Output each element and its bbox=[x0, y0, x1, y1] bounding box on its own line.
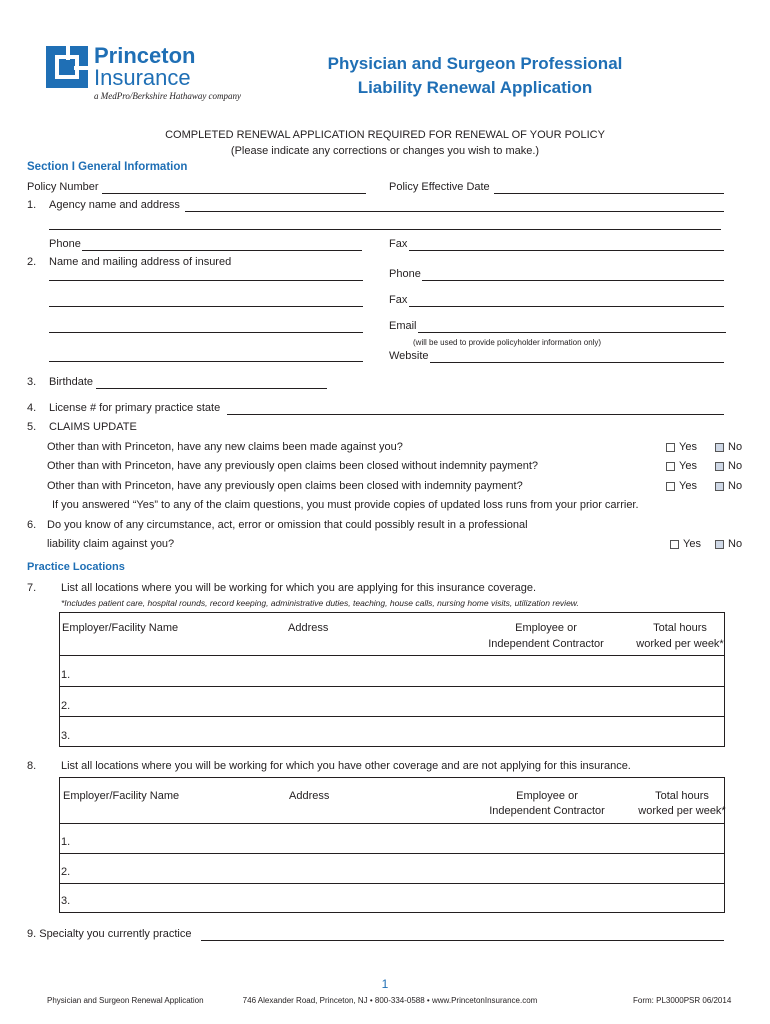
princeton-logo bbox=[46, 43, 246, 106]
q7-note: *Includes patient care, hospital rounds, record keeping, administrative duties, teaching, house calls, nursing home visits, utilization review. bbox=[61, 598, 579, 608]
table7-row-3[interactable] bbox=[60, 717, 724, 746]
col-hours-line1: Total hours bbox=[653, 622, 707, 634]
circumstance-no-label: No bbox=[728, 538, 743, 550]
policy-number-label: Policy Number bbox=[27, 181, 99, 193]
row-number: 1. bbox=[61, 669, 71, 681]
q2-number: 2. bbox=[27, 256, 37, 268]
footer-left: Physician and Surgeon Renewal Application bbox=[47, 996, 204, 1005]
logo-tagline: a MedPro/Berkshire Hathaway company bbox=[94, 91, 242, 101]
table7-row-2[interactable] bbox=[60, 687, 724, 717]
license-field[interactable] bbox=[227, 414, 724, 415]
insured-website-label: Website bbox=[389, 350, 429, 362]
page-title bbox=[275, 52, 675, 100]
locations-table-8 bbox=[59, 777, 725, 913]
license-label: License # for primary practice state bbox=[49, 402, 221, 414]
q7-number: 7. bbox=[27, 582, 37, 594]
policy-effective-date-field[interactable] bbox=[494, 193, 724, 194]
locations-table-7 bbox=[59, 612, 725, 747]
insured-email-label: Email bbox=[389, 320, 417, 332]
q8-label: List all locations where you will be working for which you have other coverage and are not applying for this insurance. bbox=[61, 760, 631, 772]
table7-header bbox=[60, 613, 724, 656]
claim-1-no-checkbox[interactable] bbox=[715, 443, 724, 452]
claim-2-yes-label: Yes bbox=[679, 460, 697, 472]
col-employee-line2: Independent Contractor bbox=[489, 805, 605, 817]
claims-update-label: CLAIMS UPDATE bbox=[49, 421, 137, 433]
logo-mark-icon bbox=[46, 46, 88, 88]
col-employer: Employer/Facility Name bbox=[63, 790, 180, 802]
circumstance-no-checkbox[interactable] bbox=[715, 540, 724, 549]
claim-question-3: Other than with Princeton, have any previously open claims been closed with indemnity payment? bbox=[47, 480, 523, 492]
claim-3-yes-checkbox[interactable] bbox=[666, 482, 675, 491]
email-note: (will be used to provide policyholder information only) bbox=[413, 338, 602, 347]
col-employee-line2: Independent Contractor bbox=[488, 638, 604, 650]
claim-question-1: Other than with Princeton, have any new claims been made against you? bbox=[47, 441, 403, 453]
row-number: 1. bbox=[61, 836, 71, 848]
claim-1-yes-label: Yes bbox=[679, 441, 697, 453]
agency-name-label: Agency name and address bbox=[49, 199, 180, 211]
logo-name-line2: Insurance bbox=[94, 65, 191, 90]
col-address: Address bbox=[289, 790, 330, 802]
circumstance-question-line2: liability claim against you? bbox=[47, 538, 175, 550]
col-address: Address bbox=[288, 622, 329, 634]
row-number: 2. bbox=[61, 700, 71, 712]
specialty-label: 9. Specialty you currently practice bbox=[27, 928, 192, 940]
claim-1-no-label: No bbox=[728, 441, 743, 453]
agency-phone-field[interactable] bbox=[82, 250, 362, 251]
col-hours-line2: worked per week* bbox=[638, 805, 726, 817]
col-employee-line1: Employee or bbox=[516, 790, 578, 802]
insured-fax-label: Fax bbox=[389, 294, 408, 306]
table8-header bbox=[60, 778, 724, 824]
claim-2-no-checkbox[interactable] bbox=[715, 462, 724, 471]
agency-fax-field[interactable] bbox=[409, 250, 724, 251]
claims-note: If you answered “Yes” to any of the claim questions, you must provide copies of updated loss runs from your prior carrier. bbox=[52, 499, 639, 511]
insured-email-field[interactable] bbox=[418, 332, 726, 333]
claim-question-2: Other than with Princeton, have any previously open claims been closed without indemnity payment? bbox=[47, 460, 538, 472]
q5-number: 5. bbox=[27, 421, 37, 433]
claim-3-yes-label: Yes bbox=[679, 480, 697, 492]
claim-2-yes-checkbox[interactable] bbox=[666, 462, 675, 471]
q6-number: 6. bbox=[27, 519, 37, 531]
col-employer: Employer/Facility Name bbox=[62, 622, 179, 634]
claim-1-yes-checkbox[interactable] bbox=[666, 443, 675, 452]
practice-heading: Practice Locations bbox=[27, 561, 125, 573]
title-line2: Liability Renewal Application bbox=[357, 78, 593, 97]
insured-phone-label: Phone bbox=[389, 268, 421, 280]
section1-heading: Section I General Information bbox=[27, 161, 188, 173]
row-number: 2. bbox=[61, 866, 71, 878]
policy-number-field[interactable] bbox=[102, 193, 366, 194]
birthdate-label: Birthdate bbox=[49, 376, 94, 388]
row-number: 3. bbox=[61, 730, 71, 742]
q1-number: 1. bbox=[27, 199, 37, 211]
col-employee-line1: Employee or bbox=[515, 622, 577, 634]
q4-number: 4. bbox=[27, 402, 37, 414]
insured-address-field-3[interactable] bbox=[49, 332, 363, 333]
insured-address-field-1[interactable] bbox=[49, 280, 363, 281]
claim-3-no-label: No bbox=[728, 480, 743, 492]
insured-fax-field[interactable] bbox=[409, 306, 724, 307]
title-line1: Physician and Surgeon Professional bbox=[327, 54, 623, 73]
agency-fax-label: Fax bbox=[389, 238, 408, 250]
q3-number: 3. bbox=[27, 376, 37, 388]
q7-label: List all locations where you will be working for which you are applying for this insurance coverage. bbox=[61, 582, 537, 594]
table8-row-1[interactable] bbox=[60, 824, 724, 854]
birthdate-field[interactable] bbox=[96, 388, 327, 389]
page-number: 1 bbox=[381, 977, 389, 991]
circumstance-yes-checkbox[interactable] bbox=[670, 540, 679, 549]
insured-website-field[interactable] bbox=[430, 362, 724, 363]
agency-address-field[interactable] bbox=[49, 229, 721, 230]
circumstance-yes-label: Yes bbox=[683, 538, 701, 550]
agency-phone-label: Phone bbox=[49, 238, 81, 250]
insured-address-field-4[interactable] bbox=[49, 361, 363, 362]
claim-3-no-checkbox[interactable] bbox=[715, 482, 724, 491]
table8-row-2[interactable] bbox=[60, 854, 724, 884]
col-hours-line2: worked per week* bbox=[636, 638, 724, 650]
table8-row-3[interactable] bbox=[60, 884, 724, 912]
insured-phone-field[interactable] bbox=[422, 280, 724, 281]
row-number: 3. bbox=[61, 895, 71, 907]
col-hours-line1: Total hours bbox=[655, 790, 709, 802]
footer-center: 746 Alexander Road, Princeton, NJ • 800-334-0588 • www.PrincetonInsurance.com bbox=[242, 996, 538, 1005]
policy-effective-date-label: Policy Effective Date bbox=[389, 181, 490, 193]
logo-name-line1: Princeton bbox=[94, 43, 196, 68]
insured-name-label: Name and mailing address of insured bbox=[49, 256, 232, 268]
intro-line1: COMPLETED RENEWAL APPLICATION REQUIRED FOR RENEWAL OF YOUR POLICY bbox=[165, 129, 605, 141]
claim-2-no-label: No bbox=[728, 460, 743, 472]
intro-line2: (Please indicate any corrections or changes you wish to make.) bbox=[230, 145, 540, 157]
q8-number: 8. bbox=[27, 760, 37, 772]
insured-address-field-2[interactable] bbox=[49, 306, 363, 307]
specialty-field[interactable] bbox=[201, 940, 724, 941]
agency-name-field[interactable] bbox=[185, 211, 724, 212]
footer-right: Form: PL3000PSR 06/2014 bbox=[633, 996, 732, 1005]
circumstance-question-line1: Do you know of any circumstance, act, error or omission that could possibly result in a professional bbox=[47, 519, 528, 531]
table7-row-1[interactable] bbox=[60, 656, 724, 687]
